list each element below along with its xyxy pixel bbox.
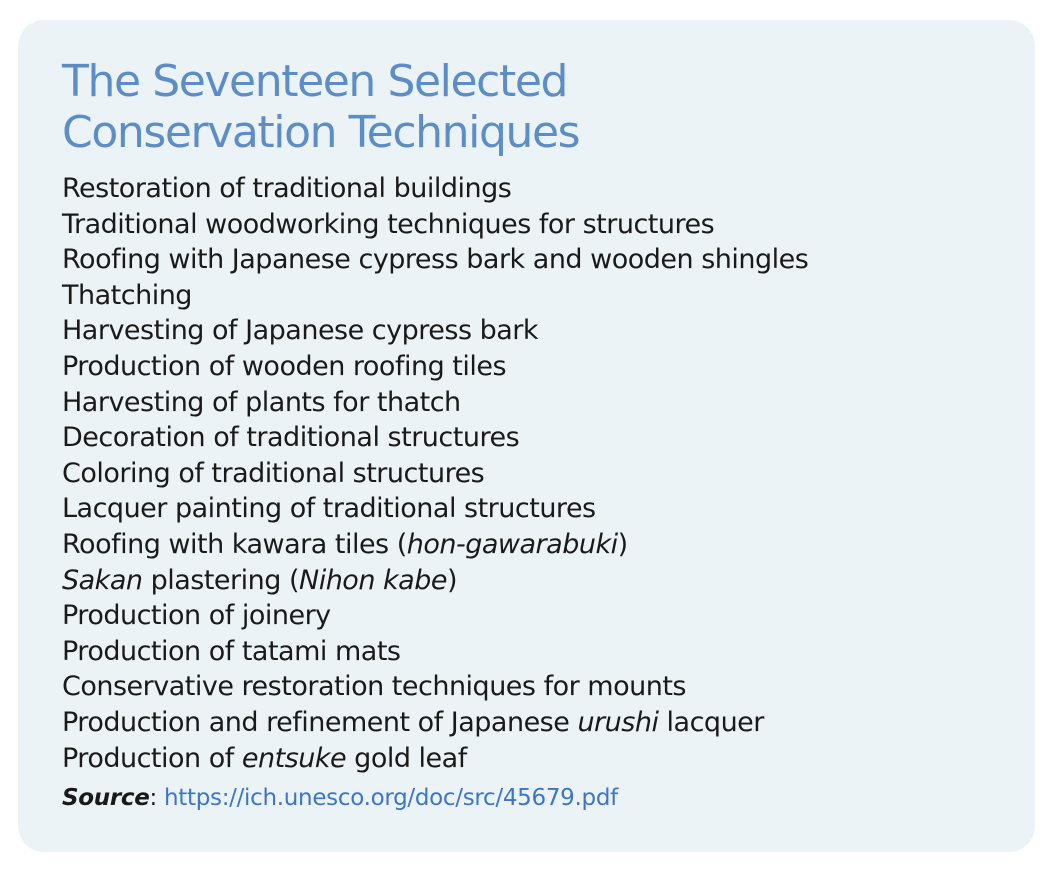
source-link[interactable]: https://ich.unesco.org/doc/src/45679.pdf	[164, 785, 618, 811]
technique-text: Harvesting of Japanese cypress bark	[62, 315, 539, 347]
technique-text: Decoration of traditional structures	[62, 422, 520, 454]
technique-list	[62, 171, 808, 776]
technique-item	[62, 313, 808, 349]
technique-text: Lacquer painting of traditional structures	[62, 493, 596, 525]
technique-text: Roofing with Japanese cypress bark and wooden shingles	[62, 244, 809, 276]
technique-text: Conservative restoration techniques for mounts	[62, 671, 686, 703]
technique-text: Thatching	[62, 279, 192, 311]
technique-item	[62, 527, 808, 563]
technique-text: Restoration of traditional buildings	[62, 173, 512, 204]
technique-text: Production of	[62, 742, 242, 774]
technique-item	[62, 741, 808, 777]
technique-text: Roofing with kawara tiles (	[62, 528, 407, 560]
technique-item	[62, 598, 808, 634]
technique-item	[62, 420, 808, 456]
box-title	[62, 56, 579, 158]
source-label: Source	[62, 785, 150, 811]
technique-item	[62, 634, 808, 670]
source-separator: :	[149, 785, 164, 811]
technique-term: Sakan	[62, 564, 143, 596]
technique-term: entsuke	[241, 742, 347, 774]
technique-item	[62, 349, 808, 385]
technique-item	[62, 705, 808, 741]
technique-term: urushi	[577, 706, 659, 738]
technique-item	[62, 669, 808, 705]
technique-text: Traditional woodworking techniques for structures	[62, 208, 715, 240]
technique-item	[62, 456, 808, 492]
technique-item	[62, 278, 808, 314]
box-title-line-1: The Seventeen Selected	[62, 56, 568, 107]
technique-text: Harvesting of plants for thatch	[62, 386, 461, 418]
technique-term: Nihon kabe	[299, 564, 447, 596]
source-line	[62, 783, 618, 813]
technique-item	[62, 242, 808, 278]
technique-item	[62, 171, 808, 207]
technique-item	[62, 207, 808, 243]
technique-term: hon-gawarabuki	[406, 528, 618, 560]
technique-item	[62, 491, 808, 527]
technique-text: Production of wooden roofing tiles	[62, 350, 507, 382]
technique-text: Production and refinement of Japanese	[62, 706, 578, 738]
technique-text: Coloring of traditional structures	[62, 457, 485, 489]
technique-text: plastering (	[142, 564, 299, 596]
technique-text: Production of joinery	[62, 600, 331, 632]
technique-item	[62, 563, 808, 599]
technique-text: lacquer	[658, 706, 764, 738]
technique-text: gold leaf	[346, 742, 467, 774]
techniques-info-box	[18, 20, 1035, 852]
technique-text: Production of tatami mats	[62, 635, 401, 667]
technique-text: )	[446, 564, 458, 596]
box-title-line-2: Conservation Techniques	[62, 107, 580, 158]
technique-text: )	[617, 528, 628, 560]
technique-item	[62, 385, 808, 421]
